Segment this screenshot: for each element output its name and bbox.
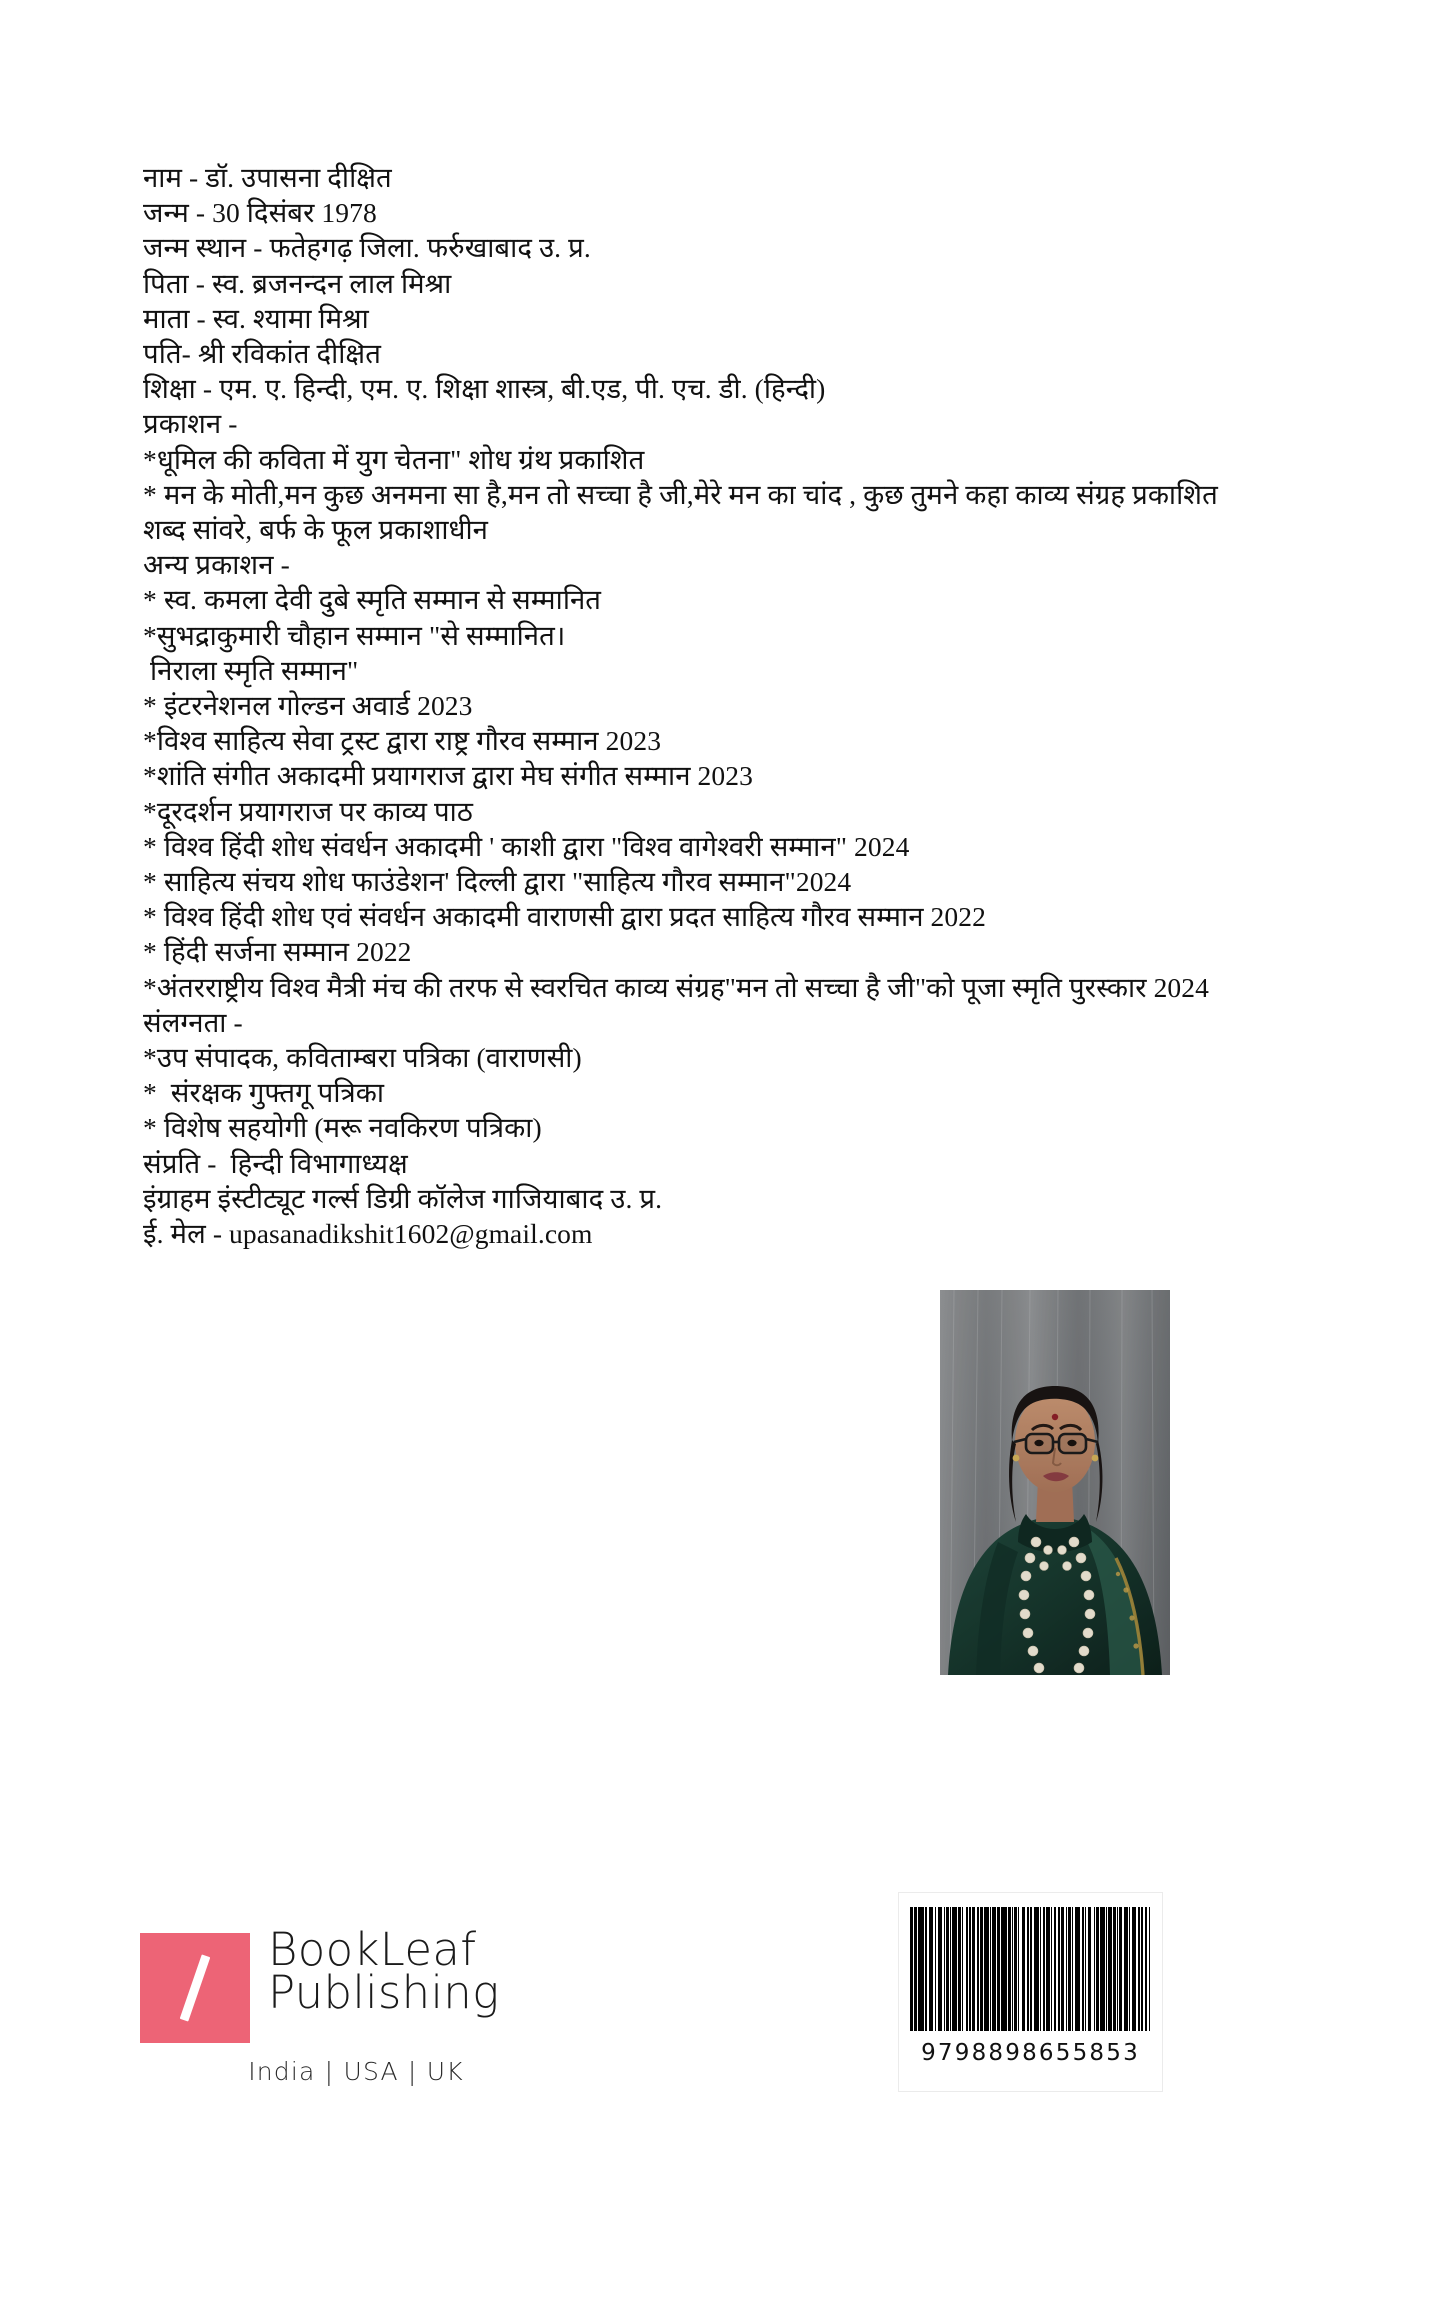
biodata-award-nirala-smriti: निराला स्मृति सम्मान" bbox=[143, 654, 359, 686]
biodata-line-mother: माता - स्व. श्यामा मिश्रा bbox=[143, 302, 369, 334]
biodata-current-institution: इंग्राहम इंस्टीट्यूट गर्ल्स डिग्री कॉलेज गाजियाबाद उ. प्र. bbox=[143, 1182, 663, 1214]
biodata-award-vishwa-vageshwari: * विश्व हिंदी शोध संवर्धन अकादमी ' काशी द्वारा "विश्व वागेश्वरी सम्मान" 2024 bbox=[143, 830, 910, 862]
biodata-line-name: नाम - डॉ. उपासना दीक्षित bbox=[143, 162, 392, 193]
bookleaf-slash-logo-icon bbox=[140, 1933, 250, 2043]
biodata-award-international-golden: * इंटरनेशनल गोल्डन अवार्ड 2023 bbox=[143, 690, 473, 722]
isbn-number: 9798898655853 bbox=[921, 2040, 1140, 2066]
biodata-publication-thesis: *धूमिल की कविता में युग चेतना" शोध ग्रंथ प्रकाशित bbox=[143, 443, 645, 475]
biodata-line-husband: पति- श्री रविकांत दीक्षित bbox=[143, 338, 382, 370]
biodata-affiliation-kavitambara: *उप संपादक, कविताम्बरा पत्रिका (वाराणसी) bbox=[143, 1042, 582, 1074]
biodata-award-rashtra-gaurav: *विश्व साहित्य सेवा ट्रस्ट द्वारा राष्ट्र गौरव सम्मान 2023 bbox=[143, 725, 662, 757]
biodata-heading-other-publications: अन्य प्रकाशन - bbox=[143, 549, 290, 581]
slash-glyph bbox=[180, 1954, 211, 2021]
publisher-logo-text bbox=[268, 1923, 500, 2020]
biodata-line-education: शिक्षा - एम. ए. हिन्दी, एम. ए. शिक्षा शास्त्र, बी.एड, पी. एच. डी. (हिन्दी) bbox=[143, 373, 826, 405]
biodata-publication-poetry-collections: * मन के मोती,मन कुछ अनमना सा है,मन तो सच्चा है जी,मेरे मन का चांद , कुछ तुमने कहा काव्य संग्रह प्रकाशित bbox=[143, 478, 1218, 510]
biodata-current-position: संप्रति - हिन्दी विभागाध्यक्ष bbox=[143, 1147, 408, 1179]
isbn-barcode bbox=[898, 1892, 1163, 2092]
publisher-regions: India | USA | UK bbox=[248, 2057, 464, 2086]
biodata-publication-forthcoming: शब्द सांवरे, बर्फ के फूल प्रकाशाधीन bbox=[143, 514, 489, 546]
biodata-email: ई. मेल - upasanadikshit1602@gmail.com bbox=[143, 1218, 593, 1250]
biodata-award-sahitya-gaurav-varanasi: * विश्व हिंदी शोध एवं संवर्धन अकादमी वाराणसी द्वारा प्रदत साहित्य गौरव सम्मान 2022 bbox=[143, 901, 986, 933]
biodata-line-father: पिता - स्व. ब्रजनन्दन लाल मिश्रा bbox=[143, 267, 452, 299]
biodata-award-hindi-sarjana: * हिंदी सर्जना सम्मान 2022 bbox=[143, 936, 412, 968]
biodata-doordarshan-recital: *दूरदर्शन प्रयागराज पर काव्य पाठ bbox=[143, 795, 473, 827]
biodata-award-kamla-devi-dubey: * स्व. कमला देवी दुबे स्मृति सम्मान से सम्मानित bbox=[143, 584, 602, 616]
biodata-affiliation-guftgu: * संरक्षक गुफ्तगू पत्रिका bbox=[143, 1077, 385, 1109]
publisher-logo bbox=[140, 1923, 530, 2086]
biodata-line-birth-date: जन्म - 30 दिसंबर 1978 bbox=[143, 197, 377, 229]
biodata-line-birth-place: जन्म स्थान - फतेहगढ़ जिला. फर्रुखाबाद उ. प्र. bbox=[143, 232, 591, 264]
biodata-heading-publications: प्रकाशन - bbox=[143, 408, 238, 440]
author-biodata-block bbox=[143, 160, 1273, 1251]
biodata-heading-affiliations: संलग्नता - bbox=[143, 1006, 243, 1038]
barcode-bars bbox=[910, 1907, 1152, 2031]
biodata-award-subhadrakumari-chauhan: *सुभद्राकुमारी चौहान सम्मान "से सम्मानित। bbox=[143, 619, 566, 651]
publisher-name-line2: Publishing bbox=[268, 1966, 500, 2020]
biodata-affiliation-maru-navkiran: * विशेष सहयोगी (मरू नवकिरण पत्रिका) bbox=[143, 1112, 542, 1144]
publisher-logo-row bbox=[140, 1923, 530, 2043]
biodata-award-pooja-smriti: *अंतरराष्ट्रीय विश्व मैत्री मंच की तरफ से स्वरचित काव्य संग्रह"मन तो सच्चा है जी"को पूजा स्मृति पुरस्कार 2024 bbox=[143, 971, 1209, 1003]
biodata-award-megh-sangeet: *शांति संगीत अकादमी प्रयागराज द्वारा मेघ संगीत सम्मान 2023 bbox=[143, 760, 753, 792]
biodata-award-sahitya-gaurav-delhi: * साहित्य संचय शोध फाउंडेशन' दिल्ली द्वारा "साहित्य गौरव सम्मान"2024 bbox=[143, 866, 852, 898]
publisher-name-line1: BookLeaf bbox=[268, 1923, 477, 1976]
author-photo bbox=[940, 1290, 1170, 1675]
author-portrait-illustration bbox=[940, 1290, 1170, 1675]
